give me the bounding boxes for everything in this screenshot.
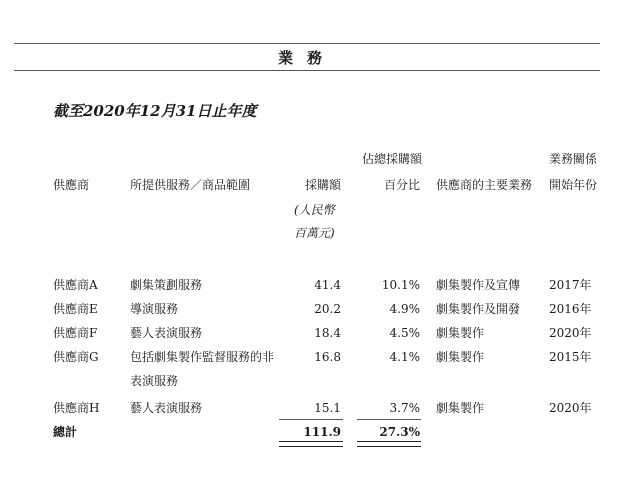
row-year: 2020年: [549, 326, 592, 340]
pct-double-rule: [357, 441, 421, 447]
row-pct: 4.5%: [389, 326, 420, 340]
row-services: 藝人表演服務: [130, 401, 203, 415]
row-pct: 10.1%: [381, 278, 420, 292]
amount-double-rule: [279, 441, 343, 447]
row-pct: 4.9%: [389, 302, 420, 316]
row-pct: 4.1%: [389, 350, 420, 364]
row-supplier: 供應商A: [53, 278, 98, 292]
row-services: 包括劇集製作監督服務的非: [130, 350, 275, 364]
row-amount: 15.1: [314, 401, 341, 415]
row-year: 2016年: [549, 302, 592, 316]
row-business: 劇集製作: [436, 350, 485, 364]
row-business: 劇集製作: [436, 401, 485, 415]
row-year: 2017年: [549, 278, 592, 292]
row-amount: 41.4: [314, 278, 341, 292]
row-supplier: 供應商H: [53, 401, 100, 415]
title-rule: [14, 70, 600, 71]
section-title: 業務: [277, 49, 336, 67]
row-year: 2015年: [549, 350, 592, 364]
row-supplier: 供應商E: [53, 302, 98, 316]
header-pct-2: 百分比: [383, 178, 420, 192]
header-purchase-unit-1: (人民幣: [294, 203, 335, 217]
pct-subtotal-rule: [357, 419, 421, 420]
row-services: 導演服務: [130, 302, 179, 316]
row-supplier: 供應商G: [53, 350, 99, 364]
top-rule: [14, 43, 600, 44]
row-amount: 18.4: [314, 326, 341, 340]
header-purchase: 採購額: [304, 178, 341, 192]
row-business: 劇集製作及開發: [436, 302, 521, 316]
row-business: 劇集製作: [436, 326, 485, 340]
header-start-1: 業務關係: [549, 152, 598, 166]
total-label: 總計: [53, 425, 78, 439]
header-pct-1: 佔總採購額: [362, 152, 423, 166]
row-supplier: 供應商F: [53, 326, 98, 340]
row-business: 劇集製作及宣傳: [436, 278, 521, 292]
row-services: 劇集策劃服務: [130, 278, 203, 292]
row-pct: 3.7%: [389, 401, 420, 415]
header-main-business: 供應商的主要業務: [436, 178, 533, 192]
header-start-2: 開始年份: [549, 178, 598, 192]
total-amount: 111.9: [303, 425, 341, 439]
row-services: 藝人表演服務: [130, 326, 203, 340]
header-supplier: 供應商: [53, 178, 90, 192]
header-services: 所提供服務／商品範圍: [130, 178, 251, 192]
period-heading: 截至2020年12月31日止年度: [53, 102, 257, 120]
row-amount: 16.8: [314, 350, 341, 364]
row-services-continued: 表演服務: [130, 374, 179, 388]
total-pct: 27.3%: [379, 425, 420, 439]
amount-subtotal-rule: [279, 419, 343, 420]
row-year: 2020年: [549, 401, 592, 415]
header-purchase-unit-2: 百萬元): [294, 226, 335, 240]
row-amount: 20.2: [314, 302, 341, 316]
